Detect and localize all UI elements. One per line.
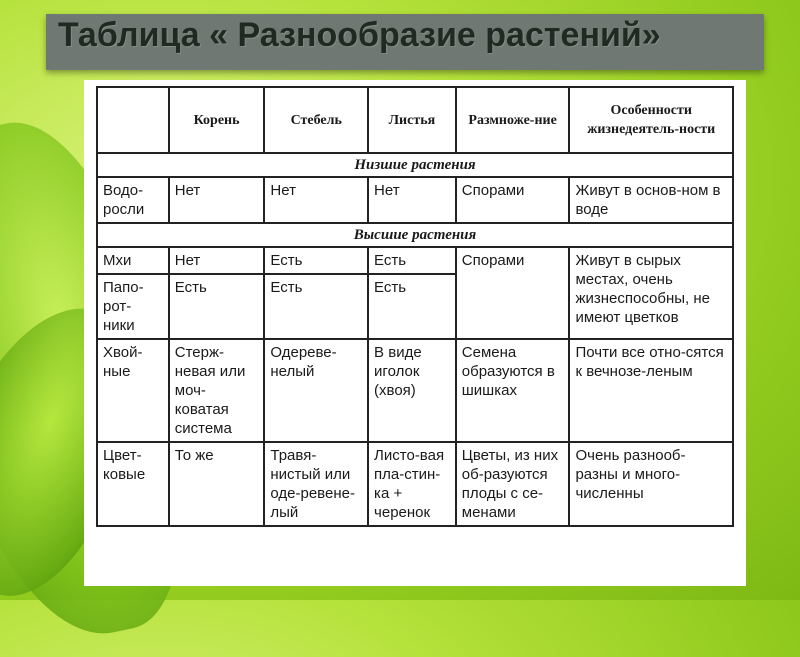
header-cell-empty [97,87,169,153]
table-cell: Есть [368,247,456,274]
table-cell: Живут в основ-ном в воде [569,177,733,223]
table-cell: Почти все отно-сятся к вечнозе-леным [569,339,733,442]
row-label: Цвет-ковые [97,442,169,526]
table-cell-shared-reproduction: Спорами [456,247,570,339]
section-row-lower [97,153,733,177]
slide-title: Таблица « Разнообразие растений» [58,16,661,54]
table-cell: Цветы, из них об-разуются плоды с се-менами [456,442,570,526]
row-label: Хвой-ные [97,339,169,442]
table-cell: Спорами [456,177,570,223]
table-cell-shared-features: Живут в сырых местах, очень жизнеспособны, не имеют цветков [569,247,733,339]
table-cell: Есть [264,247,368,274]
header-cell-leaves: Листья [368,87,456,153]
table-row-mosses [97,247,733,274]
header-row [97,87,733,153]
row-label: Мхи [97,247,169,274]
table-row-flowering [97,442,733,526]
table-cell: Есть [264,274,368,339]
table-cell: Очень разнооб-разны и много-численны [569,442,733,526]
table-cell: Нет [169,177,265,223]
table-cell: Листо-вая пла-стин-ка + черенок [368,442,456,526]
table-cell: Есть [169,274,265,339]
table-cell: Есть [368,274,456,339]
row-label: Водо-росли [97,177,169,223]
table-cell: В виде иголок (хвоя) [368,339,456,442]
header-cell-reproduction: Размноже-ние [456,87,570,153]
table-cell: Нет [169,247,265,274]
section-label-higher: Высшие растения [97,223,733,247]
table-cell: Травя-нистый или оде-ревене-лый [264,442,368,526]
header-cell-root: Корень [169,87,265,153]
table-cell: Семена образуются в шишках [456,339,570,442]
table-cell: Нет [368,177,456,223]
table-cell: Стерж-невая или моч-коватая система [169,339,265,442]
header-cell-stem: Стебель [264,87,368,153]
table-cell: То же [169,442,265,526]
plant-diversity-table [96,86,734,527]
header-cell-features: Особенности жизнедеятель-ности [569,87,733,153]
section-row-higher [97,223,733,247]
table-cell: Одереве-нелый [264,339,368,442]
table-row-conifers [97,339,733,442]
row-label: Папо-рот-ники [97,274,169,339]
section-label-lower: Низшие растения [97,153,733,177]
table-cell: Нет [264,177,368,223]
table-row-algae [97,177,733,223]
